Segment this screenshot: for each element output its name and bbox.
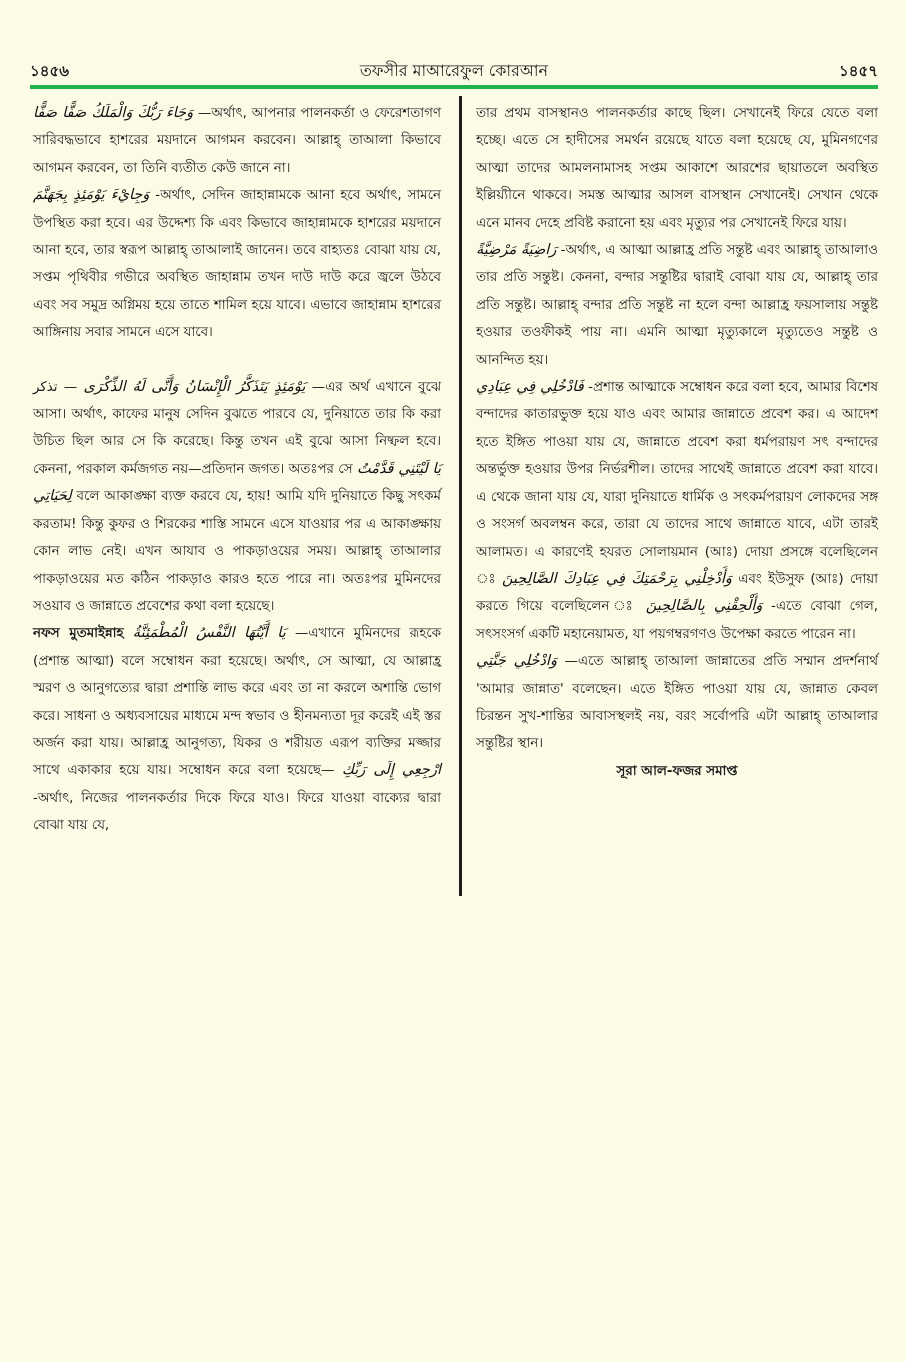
paragraph-text: -এতে বোঝা গেল, সৎসংসর্গ একটি মহানেয়ামত, যা পয়গম্বরগণও উপেক্ষা করতে পারেন না। — [476, 599, 878, 642]
left-column — [33, 100, 441, 840]
paragraph-text: —এখানে মুমিনদের রূহকে (প্রশান্ত আত্মা) বলে সম্বোধন করা হয়েছে। অর্থাৎ, সে আত্মা, যে আল্লাহ্র স্মরণ ও আনুগত্যের দ্বারা প্রশান্তি লাভ করে এবং তা না করলে অশান্তি ভোগ করে। সাধনা ও অধ্যবসায়ের মাধ্যমে মন্দ স্বভাব ও হীনমন্যতা দূর করেই এই স্তর অর্জন করা যায়। আল্লাহ্র আনুগত্য, যিকর ও শরীয়ত এরূপ ব্যক্তির মজ্জার সাথে একাকার হয়ে যায়। সম্বোধন করে বলা হয়েছে— — [33, 626, 442, 779]
arabic-verse: وَأَلْحِقْنِي بِالصَّالِحِينَ — [645, 598, 763, 615]
arabic-verse: ارْجِعِي إِلَى رَبِّكِ — [342, 762, 441, 779]
paragraph — [476, 100, 878, 237]
paragraph-text: -অর্থাৎ, সেদিন জাহান্নামকে আনা হবে অর্থাৎ, সামনে উপস্থিত করা হবে। এর উদ্দেশ্য কি এবং কিভাবে জাহান্নামকে হাশরের ময়দানে আনা হবে, তার স্বরূপ আল্লাহ্ তাআলাই জানেন। তবে বাহ্যতঃ বোঝা যায় যে, সপ্তম পৃথিবীর গভীরে অবস্থিত জাহান্নাম তখন দাউ দাউ করে জ্বলে উঠবে এবং সব সমুদ্র অগ্নিময় হয়ে তাতে শামিল হয়ে যাবে। এভাবে জাহান্নাম হাশরের আঙ্গিনায় সবার সামনে এসে যাবে। — [33, 188, 441, 341]
page-number-left: ১৪৫৬ — [30, 62, 69, 80]
paragraph-text: —এতে আল্লাহ্ তাআলা জান্নাতের প্রতি সম্মান প্রদর্শনার্থ 'আমার জান্নাত' বলেছেন। এতে ইঙ্গিত পাওয়া যায় যে, জান্নাত কেবল চিরন্তন সুখ-শান্তির আবাসস্থলই নয়, বরং সর্বোপরি এটা আল্লাহ্ তাআলার সন্তুষ্টির স্থান। — [476, 654, 878, 752]
arabic-verse: وَجَاءَ رَبُّكَ وَالْمَلَكُ صَفًّا صَفًّا — [33, 105, 194, 121]
paragraph-text: -অর্থাৎ, এ আত্মা আল্লাহ্র প্রতি সন্তুষ্ট এবং আল্লাহ্ তাআলাও তার প্রতি সন্তুষ্ট। কেননা, বন্দার সন্তুষ্টির দ্বারাই বোঝা যায় যে, আল্লাহ্ তার প্রতি সন্তুষ্ট। আল্লাহ্ বন্দার প্রতি সন্তুষ্ট না হলে বন্দা আল্লাহ্র ফয়সালায় সন্তুষ্ট হওয়ার তওফীকই পায় না। এমনি আত্মা মৃত্যুকালে মৃত্যুতেও সন্তুষ্ট ও আনন্দিত হয়। — [476, 243, 878, 368]
paragraph — [33, 374, 441, 621]
arabic-verse: وَادْخُلِي جَنَّتِي — [476, 653, 557, 670]
column-divider — [459, 96, 462, 896]
arabic-verse: وَأَدْخِلْنِي بِرَحْمَتِكَ فِي عِبَادِكَ الصَّالِحِينَ — [502, 570, 732, 587]
paragraph-text: এবং ইউসুফ (আঃ) দোয়া করতে গিয়ে বলেছিলেন ঃ — [476, 571, 878, 615]
paragraph — [33, 182, 441, 346]
arabic-verse: وَجِايْءَ يَوْمَئِذٍ بِجَهَنَّمَ — [33, 187, 150, 204]
right-column — [476, 100, 878, 785]
paragraph-text: বলে আকাঙ্ক্ষা ব্যক্ত করবে যে, হায়! আমি যদি দুনিয়াতে কিছু সৎকর্ম করতাম! কিন্তু কুফর ও শিরকের শাস্তি সামনে এসে যাওয়ার পর এ আকাঙ্ক্ষায় কোন লাভ নেই। এখন আযাব ও পাকড়াওয়ের সময়। আল্লাহ্ তাআলার পাকড়াওয়ের মত কঠিন পাকড়াও কারও হতে পারে না। অতঃপর মুমিনদের সওয়াব ও জান্নাতে প্রবেশের কথা বলা হয়েছে। — [33, 489, 441, 614]
arabic-verse: يَا أَيَّتُهَا النَّفْسُ الْمُطْمَئِنَّةُ — [132, 625, 286, 642]
paragraph — [476, 374, 878, 648]
paragraph-text: — تذكر —এর অর্থ এখানে বুঝে আসা। অর্থাৎ, কাফের মানুষ সেদিন বুঝতে পারবে যে, দুনিয়াতে তার কি করা উচিত ছিল আর সে কি করেছে। কিন্তু তখন এই বুঝে আসা নিষ্ফল হবে। কেননা, পরকাল কর্মজগত নয়—প্রতিদান জগত। অতঃপর সে — [33, 379, 442, 477]
page-number-right: ১৪৫৭ — [839, 62, 878, 80]
paragraph-text: -প্রশান্ত আত্মাকে সম্বোধন করে বলা হবে, আমার বিশেষ বন্দাদের কাতারভুক্ত হয়ে যাও এবং আমার জান্নাতে প্রবেশ কর। এ আদেশ হতে ইঙ্গিত পাওয়া যায় যে, জান্নাতে প্রবেশ করা ধর্মপরায়ণ সৎ বন্দাদের অন্তর্ভুক্ত হওয়ার উপর নির্ভরশীল। তাদের সাথেই জান্নাতে প্রবেশ করা যাবে। এ থেকে জানা যায় যে, যারা দুনিয়াতে ধার্মিক ও সৎকর্মপরায়ণ লোকদের সঙ্গ ও সংসর্গ অবলম্বন করে, তারা যে তাদের সাথে জান্নাতে যাবে, এটা তারই আলামত। এ কারণেই হযরত সোলায়মান (আঃ) দোয়া প্রসঙ্গে বলেছিলেন ঃ — [476, 380, 878, 587]
paragraph — [33, 100, 441, 182]
arabic-verse: فَادْخُلِي فِي عِبَادِي — [476, 379, 584, 396]
arabic-verse: يَا لَيْتَنِي قَدَّمْتُ لِحَيَاتِي — [33, 460, 441, 505]
term: নফস মুতমাইন্নাহ — [33, 626, 124, 642]
arabic-verse: يَوْمَئِذٍ يَتَذَكَّرُ الْإِنْسَانُ وَأَنَّى لَهُ الذِّكْرَى — [83, 378, 306, 395]
surah-closing: সূরা আল-ফজর সমাপ্ত — [616, 763, 738, 779]
running-title: তফসীর মাআরেফুল কোরআন — [359, 61, 549, 80]
page-header — [30, 58, 878, 84]
header-rule — [30, 85, 878, 89]
paragraph — [33, 620, 441, 839]
paragraph-text: —অর্থাৎ, আপনার পালনকর্তা ও ফেরেশতাগণ সারিবদ্ধভাবে হাশরের ময়দানে আগমন করবেন। আল্লাহ্ তাআলা কিভাবে আগমন করবেন, তা তিনি ব্যতীত কেউ জানে না। — [33, 106, 441, 176]
paragraph — [476, 237, 878, 374]
paragraph-text: তার প্রথম বাসস্থানও পালনকর্তার কাছে ছিল। সেখানেই ফিরে যেতে বলা হচ্ছে। এতে সে হাদীসের সমর্থন রয়েছে যাতে বলা হয়েছে যে, মুমিনগণের আত্মা তাদের আমলনামাসহ সপ্তম আকাশে আরশের ছায়াতলে অবস্থিত ইল্লিয়্যীনে থাকবে। সমস্ত আত্মার আসল বাসস্থান সেখানেই। সেখান থেকে এনে মানব দেহে প্রবিষ্ট করানো হয় এবং মৃত্যুর পর সেখানেই ফিরে যায়। — [476, 106, 878, 231]
paragraph — [476, 648, 878, 758]
arabic-verse: رَاضِيَةً مَرْضِيَّةً — [476, 242, 557, 259]
paragraph-text: -অর্থাৎ, নিজের পালনকর্তার দিকে ফিরে যাও। ফিরে যাওয়া বাক্যের দ্বারা বোঝা যায় যে, — [33, 790, 441, 834]
